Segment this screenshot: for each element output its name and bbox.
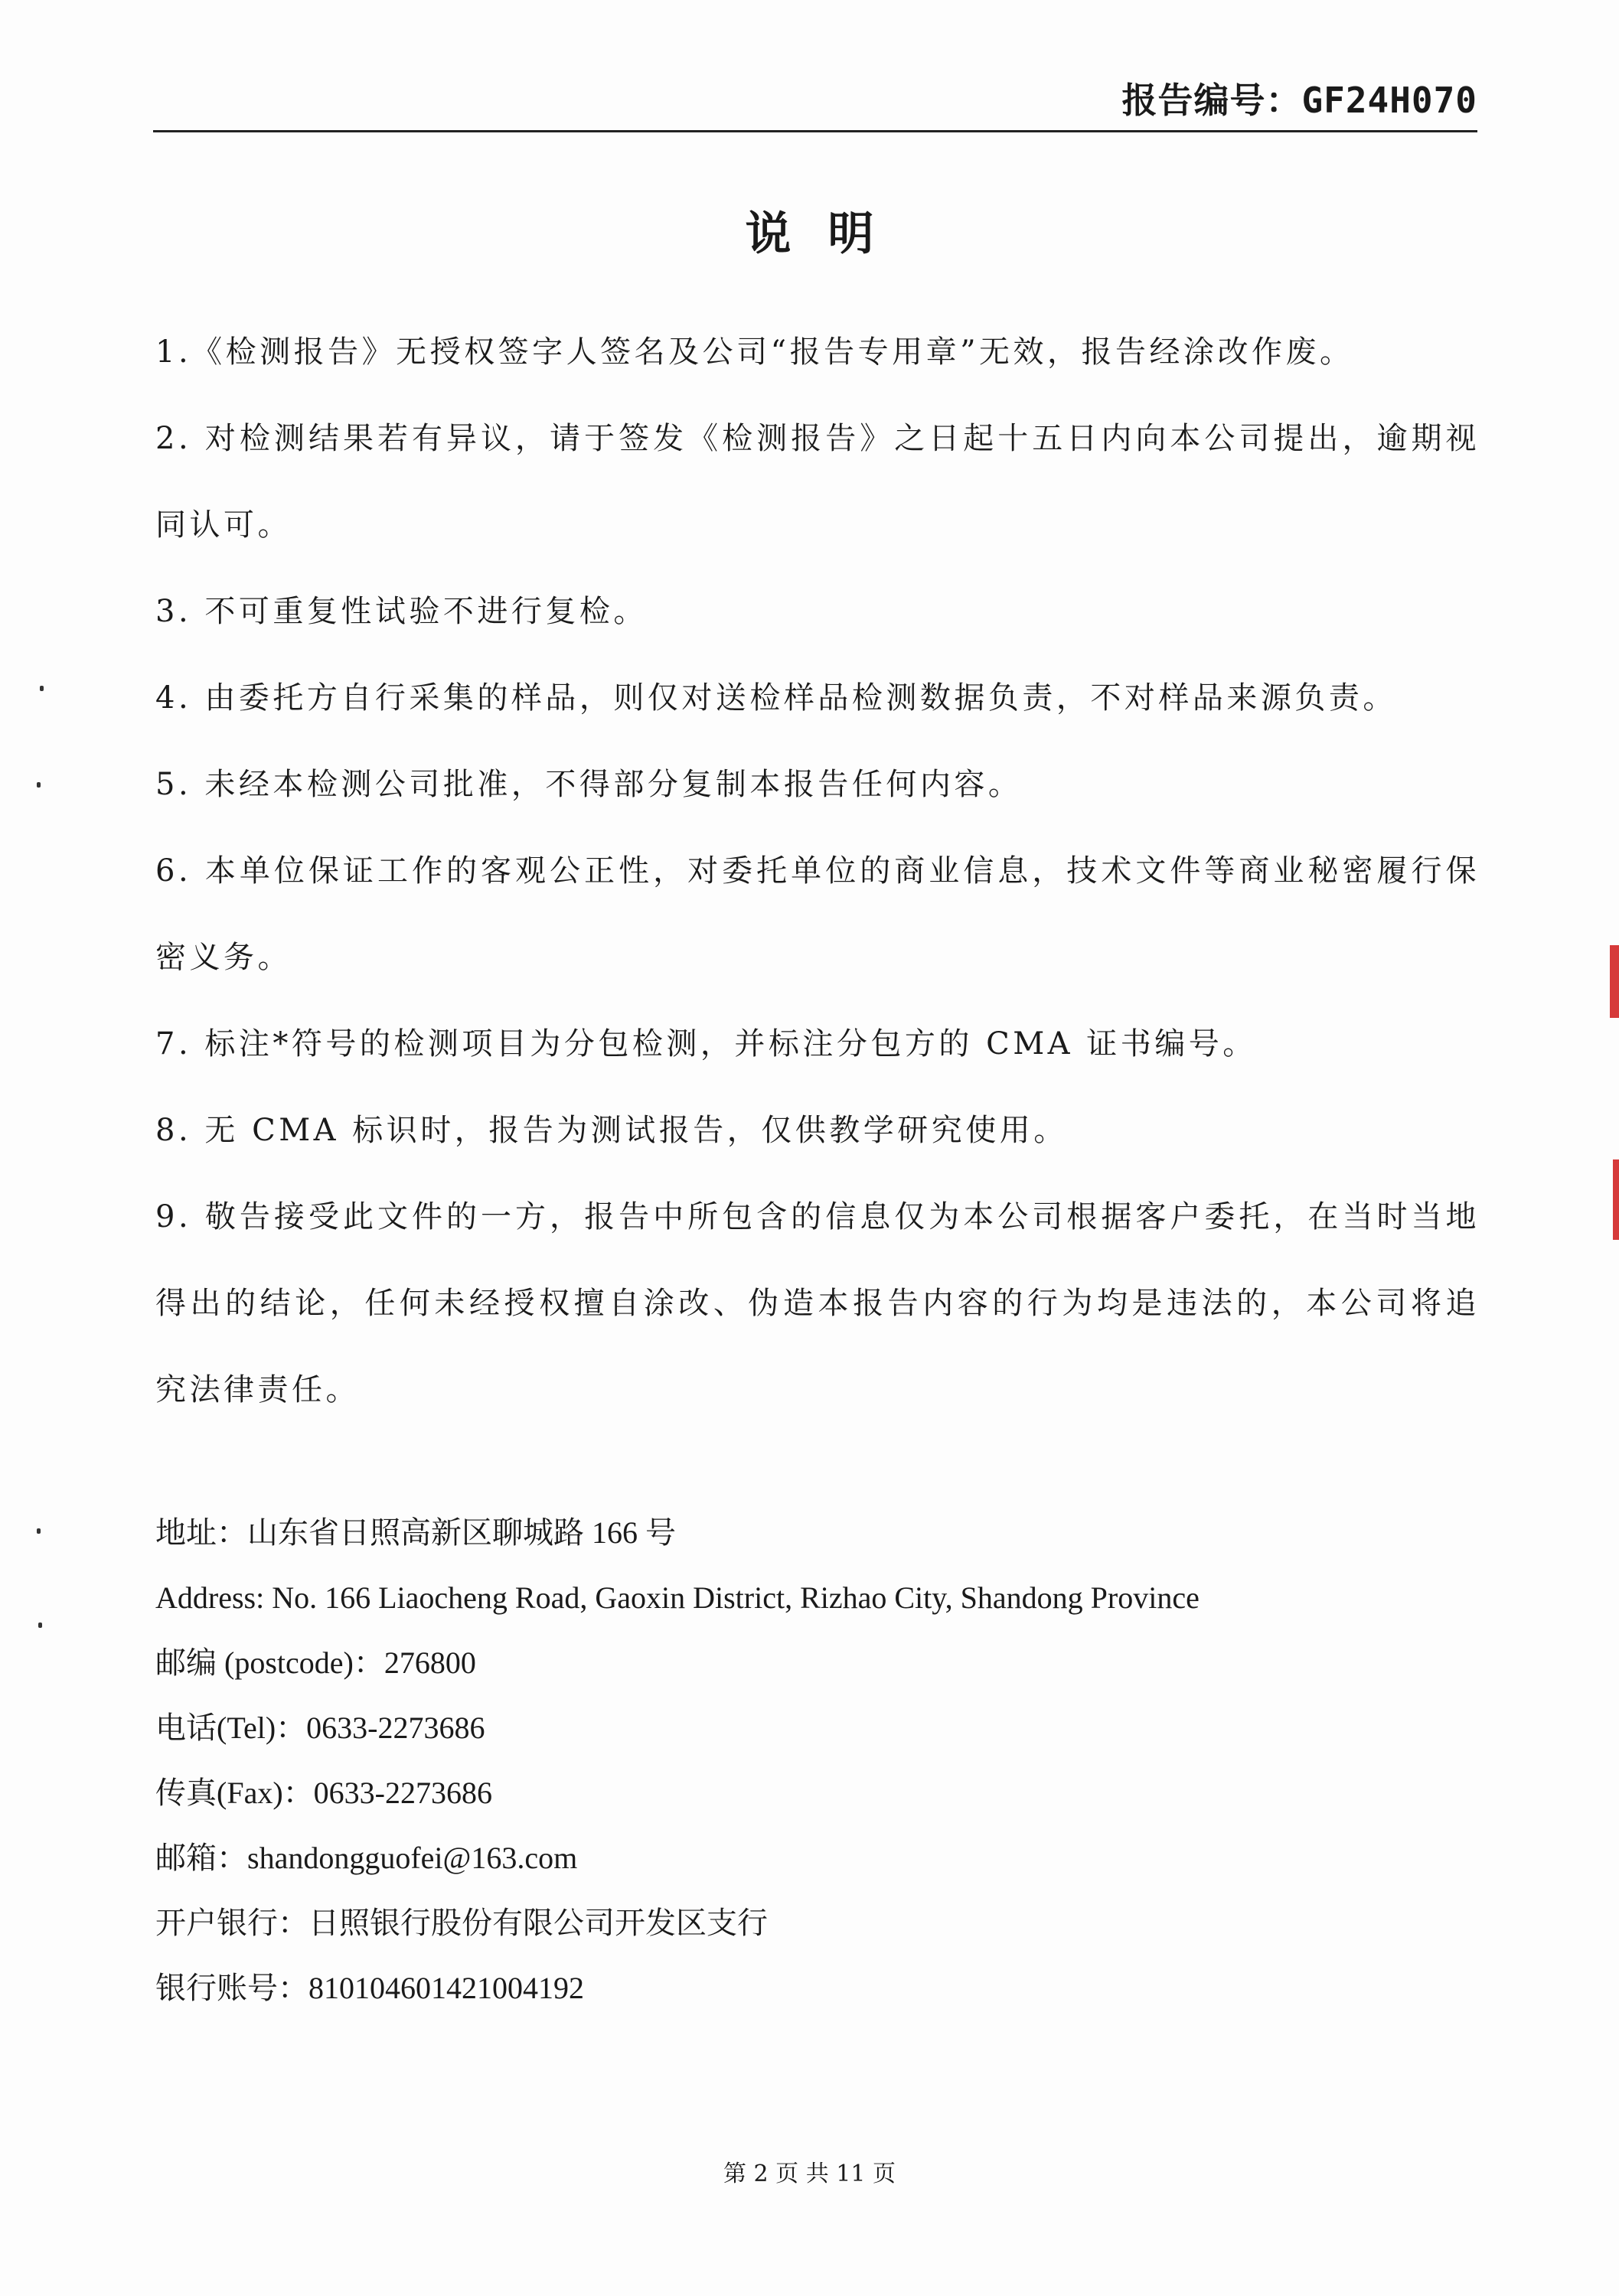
scan-speck xyxy=(37,1528,41,1534)
note-item: 3. 不可重复性试验不进行复检。 xyxy=(155,594,648,629)
bank-account: 银行账号：810104601421004192 xyxy=(155,1971,584,2005)
fax: 传真(Fax)：0633-2273686 xyxy=(155,1776,492,1810)
note-item: 9. 敬告接受此文件的一方，报告中所包含的信息仅为本公司根据客户委托，在当时当地得出的结论，任何未经授权擅自涂改、伪造本报告内容的行为均是违法的，本公司将追究法律责任。 xyxy=(155,1199,1480,1407)
note-item: 1.《检测报告》无授权签字人签名及公司“报告专用章”无效，报告经涂改作废。 xyxy=(155,334,1354,370)
contact-info xyxy=(155,1500,1480,2020)
seal-edge-mark xyxy=(1613,1159,1619,1240)
bank-name: 开户银行：日照银行股份有限公司开发区支行 xyxy=(155,1906,768,1940)
scan-speck xyxy=(37,782,41,788)
note-item: 8. 无 CMA 标识时，报告为测试报告，仅供教学研究使用。 xyxy=(155,1113,1068,1148)
postcode: 邮编 (postcode)：276800 xyxy=(155,1645,476,1680)
note-item: 2. 对检测结果若有异议，请于签发《检测报告》之日起十五日内向本公司提出，逾期视同认可。 xyxy=(155,421,1480,543)
scan-speck xyxy=(40,686,44,691)
page-footer: 第 2 页 共 11 页 xyxy=(723,2161,896,2187)
page-title: 说明 xyxy=(745,207,911,261)
note-item: 5. 未经本检测公司批准，不得部分复制本报告任何内容。 xyxy=(155,767,1023,802)
notes-list xyxy=(155,309,1480,1433)
report-number: 报告编号：GF24H070 xyxy=(1121,80,1477,121)
telephone: 电话(Tel)：0633-2273686 xyxy=(155,1711,485,1745)
note-item: 7. 标注*符号的检测项目为分包检测，并标注分包方的 CMA 证书编号。 xyxy=(155,1026,1257,1062)
email: 邮箱：shandongguofei@163.com xyxy=(155,1841,578,1875)
note-item: 4. 由委托方自行采集的样品，则仅对送检样品检测数据负责，不对样品来源负责。 xyxy=(155,680,1397,716)
scan-speck xyxy=(38,1623,42,1628)
seal-edge-mark xyxy=(1610,945,1619,1018)
address-cn: 地址：山东省日照高新区聊城路 166 号 xyxy=(155,1515,676,1550)
header-divider xyxy=(153,130,1477,132)
address-en: Address: No. 166 Liaocheng Road, Gaoxin District, Rizhao City, Shandong Province xyxy=(155,1580,1200,1615)
note-item: 6. 本单位保证工作的客观公正性，对委托单位的商业信息，技术文件等商业秘密履行保密义务。 xyxy=(155,853,1480,975)
